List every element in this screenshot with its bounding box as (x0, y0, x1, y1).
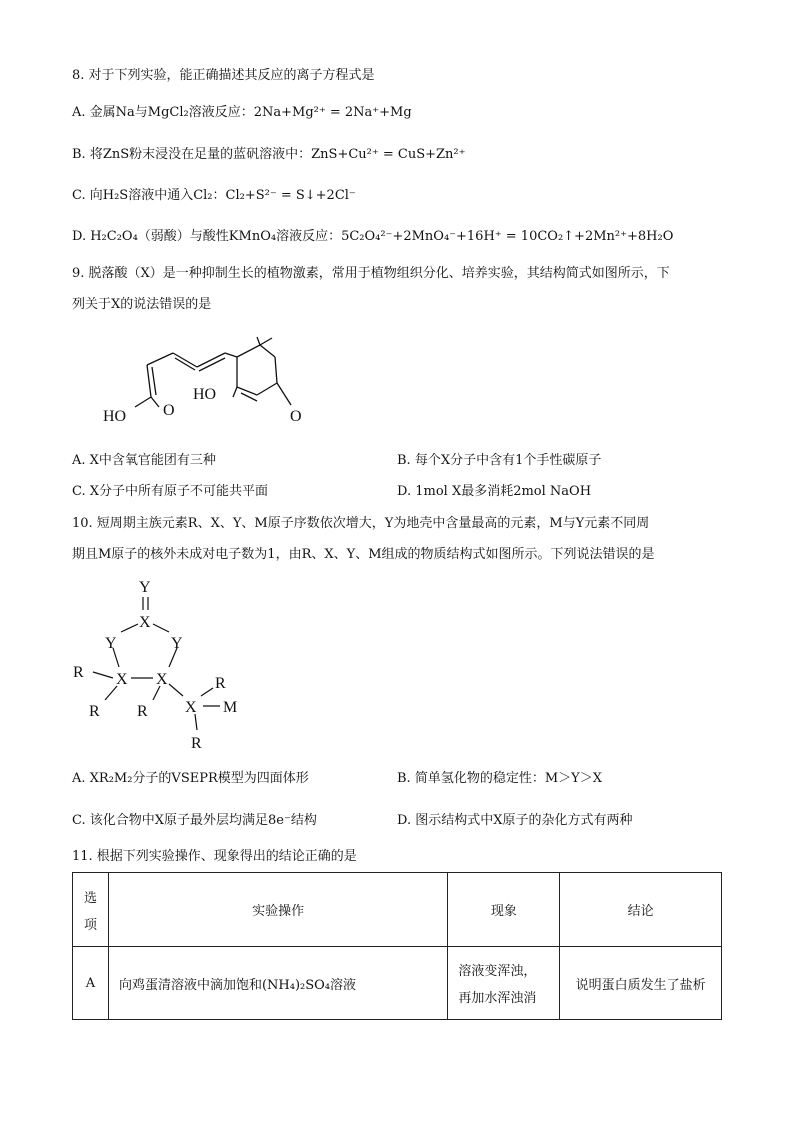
q9-option-a: A. X中含氧官能团有三种 (72, 453, 216, 468)
q10-label-x-right: X (185, 699, 197, 716)
q9-abscisic-acid-structure (95, 335, 325, 435)
q8-option-a: A. 金属Na与MgCl₂溶液反应：2Na+Mg²⁺ = 2Na⁺+Mg (72, 105, 412, 120)
q10-label-r-bottom-right: R (191, 735, 202, 752)
q11-header-row (73, 873, 722, 947)
q11-header-conclusion: 结论 (560, 873, 722, 947)
q11-table (72, 872, 722, 1020)
q11-row-phenomenon: 溶液变浑浊， 再加水浑浊消 (448, 947, 560, 1020)
q10-label-r-upper-right: R (215, 675, 226, 692)
q10-label-x-mid: X (156, 671, 168, 688)
q9-stem-line2: 列关于X的说法错误的是 (72, 297, 212, 312)
q8-option-b: B. 将ZnS粉末浸没在足量的蓝矾溶液中：ZnS+Cu²⁺ = CuS+Zn²⁺ (72, 147, 466, 162)
q10-stem-line2: 期且M原子的核外未成对电子数为1，由R、X、Y、M组成的物质结构式如图所示。下列说法错误的是 (72, 547, 655, 562)
q8-stem: 8. 对于下列实验，能正确描述其反应的离子方程式是 (72, 68, 375, 83)
q11-stem: 11. 根据下列实验操作、现象得出的结论正确的是 (72, 849, 357, 864)
table-row (73, 947, 722, 1020)
q11-header-phenomenon: 现象 (448, 873, 560, 947)
q9-label-ho-ring: HO (193, 386, 217, 403)
q10-label-x-left: X (116, 671, 128, 688)
q10-option-a: A. XR₂M₂分子的VSEPR模型为四面体形 (72, 771, 309, 786)
q8-option-d: D. H₂C₂O₄（弱酸）与酸性KMnO₄溶液反应：5C₂O₄²⁻+2MnO₄⁻+16H⁺ = 10CO₂↑+2Mn²⁺+8H₂O (72, 229, 674, 244)
q10-label-y-left: Y (105, 635, 117, 652)
q11-row-option: A (73, 947, 109, 1020)
q10-option-c: C. 该化合物中X原子最外层均满足8e⁻结构 (72, 813, 317, 828)
q10-label-x-top: X (139, 614, 151, 631)
q10-option-d: D. 图示结构式中X原子的杂化方式有两种 (397, 813, 633, 828)
q11-header-option: 选 项 (73, 873, 109, 947)
q9-stem-line1: 9. 脱落酸（X）是一种抑制生长的植物激素，常用于植物组织分化、培养实验，其结构简式如图所示，下 (72, 266, 670, 281)
q10-label-r-bottom-left: R (89, 703, 100, 720)
q9-option-b: B. 每个X分子中含有1个手性碳原子 (397, 453, 602, 468)
q8-option-c: C. 向H₂S溶液中通入Cl₂：Cl₂+S²⁻ = S↓+2Cl⁻ (72, 188, 356, 203)
q10-compound-structure (65, 572, 265, 757)
q9-label-o-acid: O (163, 402, 175, 419)
q10-label-r-left: R (73, 664, 84, 681)
q10-label-y-top: Y (139, 579, 151, 596)
q10-stem-line1: 10. 短周期主族元素R、X、Y、M原子序数依次增大，Y为地壳中含量最高的元素，M与Y元素不同周 (72, 516, 650, 531)
q10-label-y-right: Y (171, 635, 183, 652)
q10-option-b: B. 简单氢化物的稳定性：M＞Y＞X (397, 771, 602, 786)
q9-label-o-ketone: O (290, 408, 302, 425)
q9-option-d: D. 1mol X最多消耗2mol NaOH (397, 484, 592, 499)
q11-row-conclusion: 说明蛋白质发生了盐析 (560, 947, 722, 1020)
q9-option-c: C. X分子中所有原子不可能共平面 (72, 484, 269, 499)
q9-label-ho-acid: HO (103, 408, 127, 425)
q11-header-operation: 实验操作 (108, 873, 447, 947)
q10-label-r-bottom-mid: R (137, 703, 148, 720)
q11-row-operation: 向鸡蛋清溶液中滴加饱和(NH₄)₂SO₄溶液 (108, 947, 447, 1020)
q10-label-m: M (223, 699, 238, 716)
